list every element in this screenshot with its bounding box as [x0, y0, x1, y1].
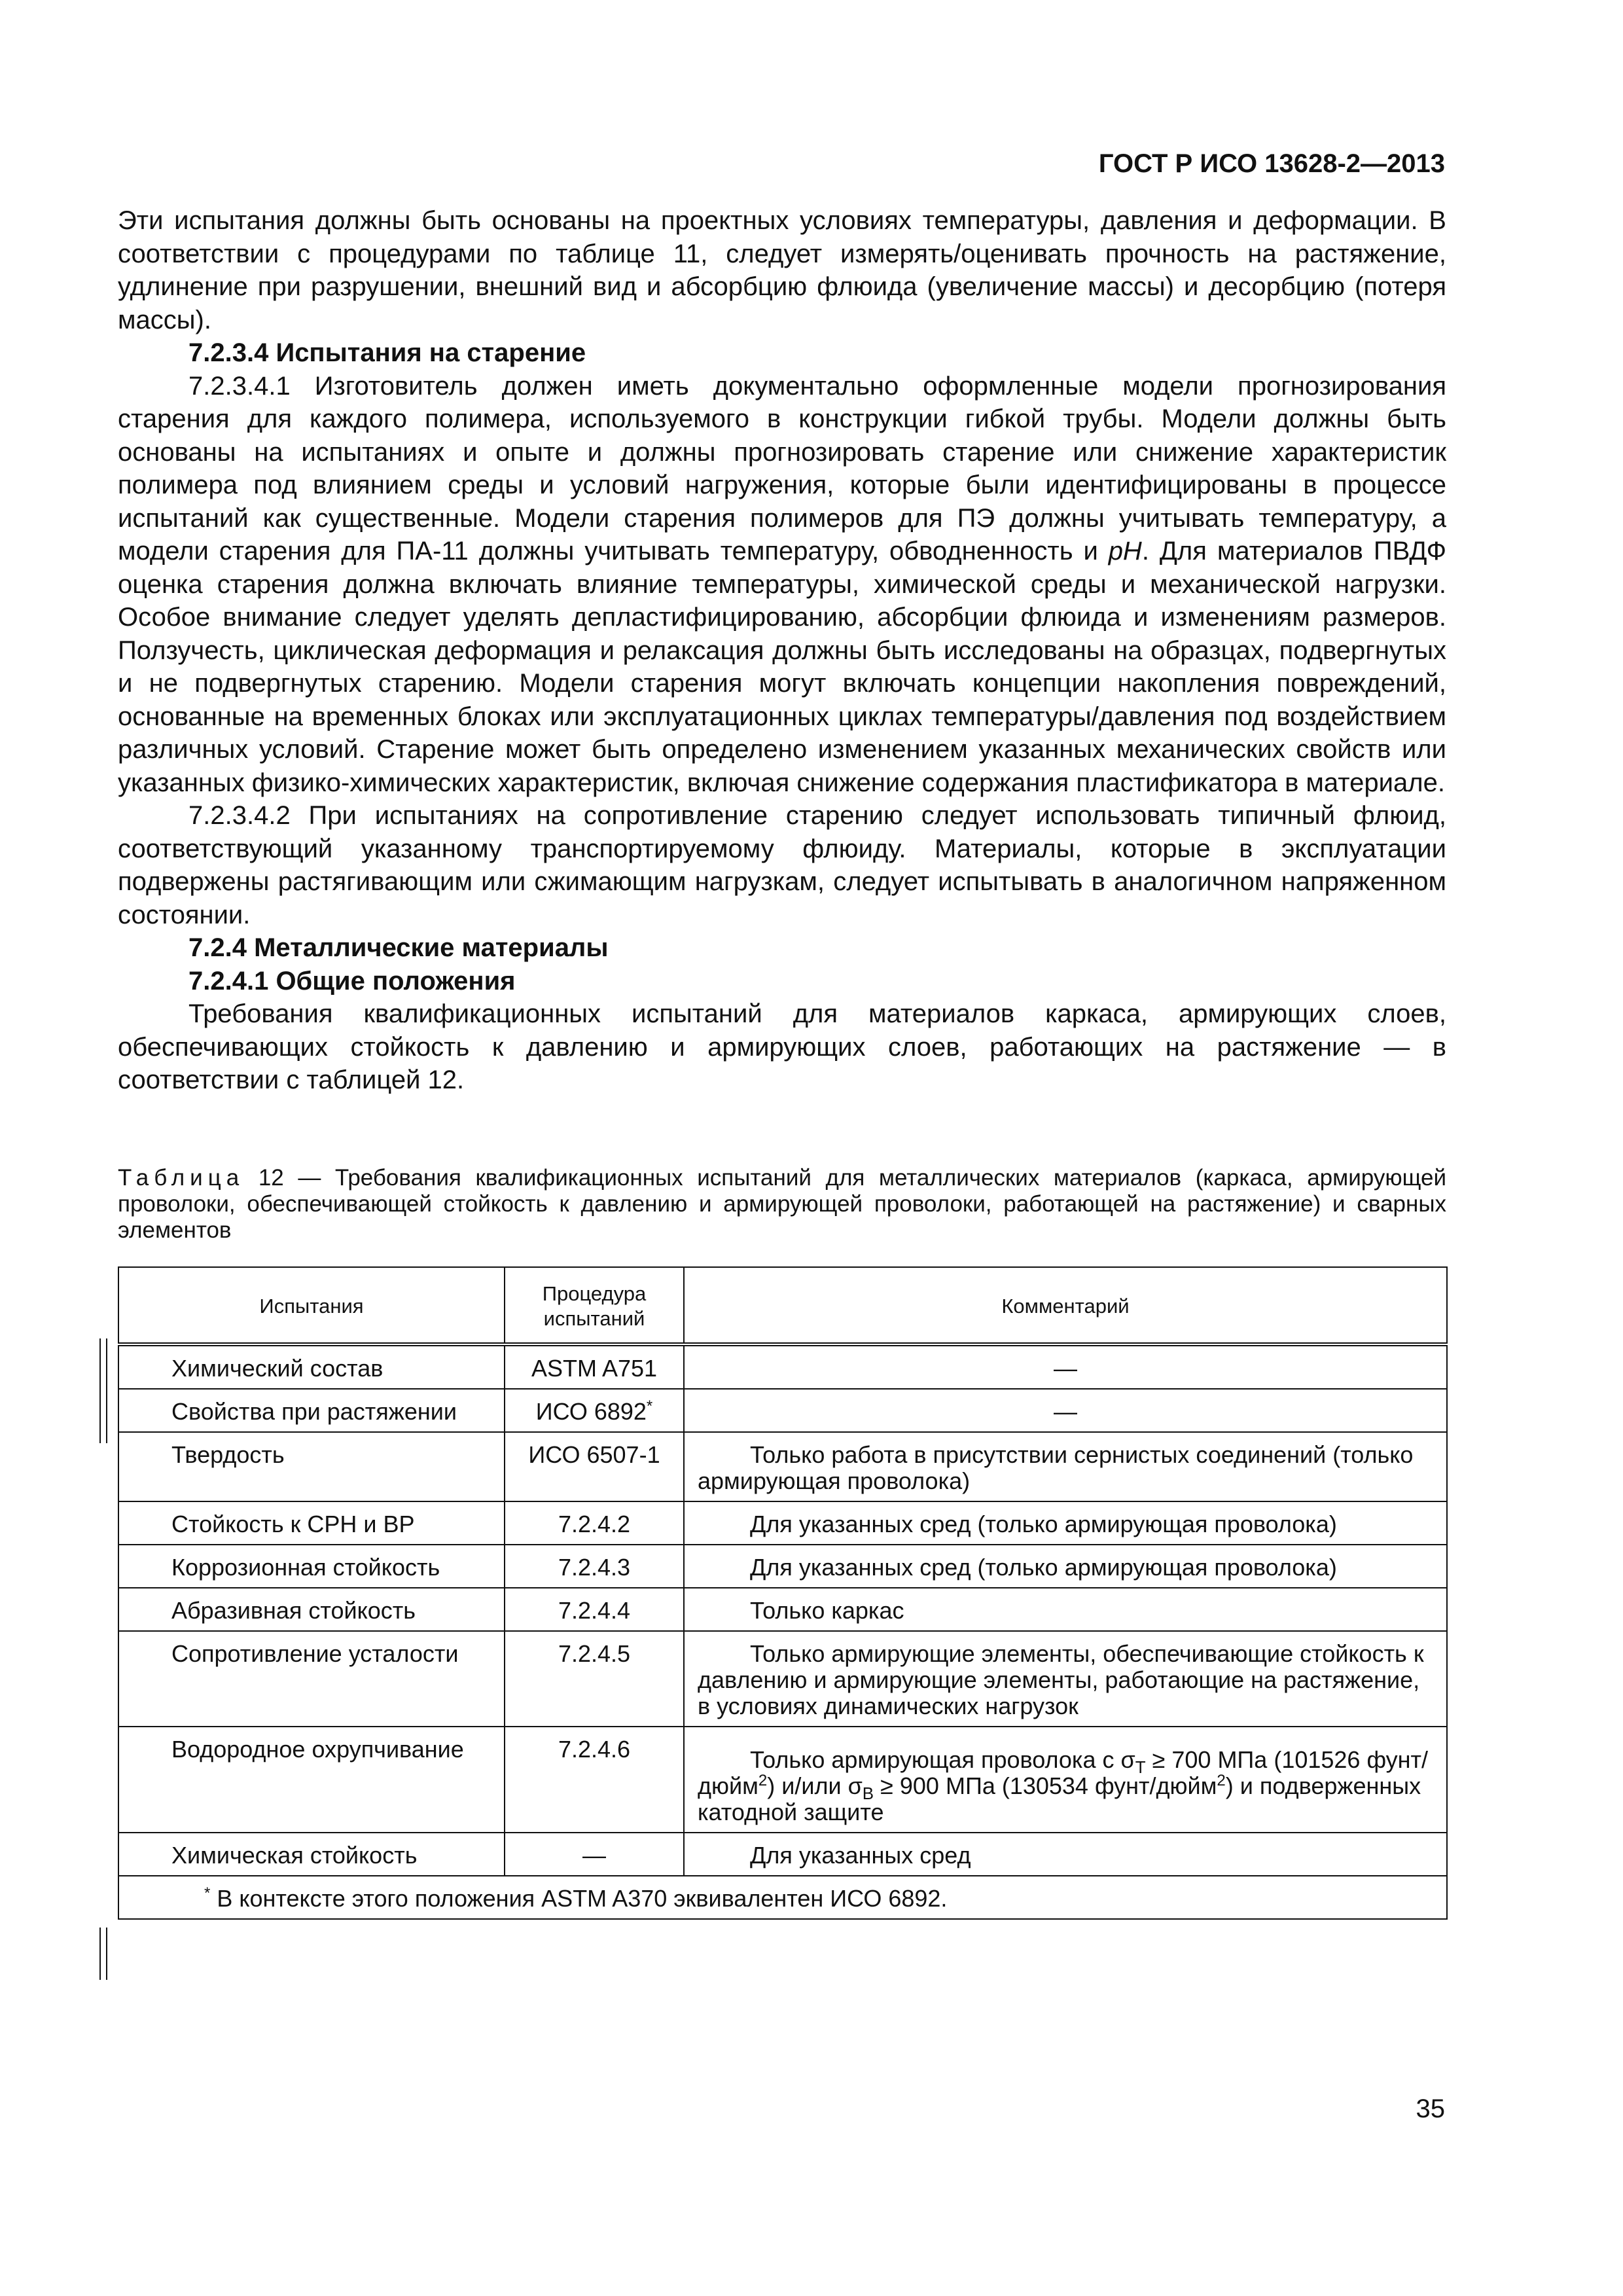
- change-bar: [106, 1928, 107, 1980]
- paragraph-7-2-3-4-1: 7.2.3.4.1 Изготовитель должен иметь документально оформленные модели прогнозирования старения для каждого полимера, используемого в конструкции гибкой трубы. Модели должны быть основаны на испытаниях и опыте и должны прогнозировать старение или снижение характеристик полимера под влиянием среды и условий нагружения, которые были идентифицированы в процессе испытаний как существенные. Модели старения полимеров для ПЭ должны учитывать температуру, а модели старения для ПА-11 должны учитывать температуру, обводненность и pH. Для материалов ПВДФ оценка старения должна включать влияние температуры, химической среды и механической нагрузки. Особое внимание следует уделять депластифицированию, абсорбции флюида и изменениям размеров. Ползучесть, циклическая деформация и релаксация должны быть исследованы на образцах, подвергнутых и не подвергнутых старению. Модели старения могут включать концепции накопления повреждений, основанные на временных блоках или эксплуатационных циклах температуры/давления под воздействием различных условий. Старение может быть определено изменением указанных механических свойств или указанных физико-химических характеристик, включая снижение содержания пластификатора в материале.: [118, 371, 1446, 797]
- table-row: Абразивная стойкость 7.2.4.4 Только каркас: [118, 1588, 1447, 1631]
- table-caption: Таблица 12 — Требования квалификационных испытаний для металлических материалов (каркаса, армирующей проволоки, обеспечивающей стойкость к давлению и армирующей проволоки, работающей на растяжение) и сварных элементов: [118, 1165, 1446, 1243]
- paragraph-7-2-4-1: Требования квалификационных испытаний для материалов каркаса, армирующих слоев, обеспечивающих стойкость к давлению и армирующих слоев, работающих на растяжение — в соответствии с таблицей 12.: [118, 999, 1446, 1094]
- paragraph-7-2-3-4-2: 7.2.3.4.2 При испытаниях на сопротивление старению следует использовать типичный флюид, соответствующий указанному транспортируемому флюиду. Материалы, которые в эксплуатации подвержены растягивающим или сжимающим нагрузкам, следует испытывать в аналогичном напряженном состоянии.: [118, 801, 1446, 929]
- table-row: Водородное охрупчивание 7.2.4.6 Только армирующая проволока с $\sigma_T \ge 700$ МПа (101526 фунт/дюйм$^2$) и/или $\sigma_B \ge 900$ МПа (130534 фунт/дюйм$^2$) и подверженных катодной защите: [118, 1727, 1447, 1833]
- document-header: ГОСТ Р ИСО 13628-2—2013: [1098, 149, 1445, 178]
- body-text: [118, 204, 1446, 1097]
- heading-7-2-3-4: 7.2.3.4 Испытания на старение: [188, 338, 586, 367]
- footnote-mark: *: [646, 1397, 653, 1415]
- table-row: Твердость ИСО 6507-1 Только работа в присутствии сернистых соединений (только армирующая проволока): [118, 1432, 1447, 1501]
- header-procedure: Процедура испытаний: [505, 1267, 684, 1344]
- paragraph-intro: Эти испытания должны быть основаны на проектных условиях температуры, давления и деформации. В соответствии с процедурами по таблице 11, следует измерять/оценивать прочность на растяжение, удлинение при разрушении, внешний вид и абсорбцию флюида (увеличение массы) и десорбцию (потеря массы).: [118, 206, 1446, 334]
- table-footnote: В контексте этого положения ASTM A370 эквивалентен ИСО 6892.: [210, 1885, 948, 1912]
- ph-term: pH: [1108, 537, 1142, 565]
- table-caption-label: Таблица: [118, 1165, 245, 1191]
- table-row: Сопротивление усталости 7.2.4.5 Только армирующие элементы, обеспечивающие стойкость к давлению и армирующие элементы, работающие на растяжение, в условиях динамических нагрузок: [118, 1631, 1447, 1727]
- table-row: Химическая стойкость — Для указанных сред: [118, 1833, 1447, 1876]
- table-row: Стойкость к СРН и ВР 7.2.4.2 Для указанных сред (только армирующая проволока): [118, 1501, 1447, 1545]
- heading-7-2-4: 7.2.4 Металлические материалы: [188, 933, 609, 962]
- change-bar: [99, 1928, 101, 1980]
- table-row: Свойства при растяжении ИСО 6892* —: [118, 1389, 1447, 1432]
- table-row: Химический состав ASTM A751 —: [118, 1344, 1447, 1389]
- heading-7-2-4-1: 7.2.4.1 Общие положения: [188, 966, 516, 996]
- header-comment: Комментарий: [684, 1267, 1447, 1344]
- page-number: 35: [1416, 2094, 1445, 2123]
- change-bar: [99, 1338, 101, 1443]
- table-footnote-row: * В контексте этого положения ASTM A370 эквивалентен ИСО 6892.: [118, 1876, 1447, 1919]
- change-bar: [106, 1338, 107, 1443]
- table-row: Коррозионная стойкость 7.2.4.3 Для указанных сред (только армирующая проволока): [118, 1545, 1447, 1588]
- header-tests: Испытания: [118, 1267, 505, 1344]
- table-header-row: [118, 1267, 1447, 1344]
- table-12: [118, 1266, 1448, 1920]
